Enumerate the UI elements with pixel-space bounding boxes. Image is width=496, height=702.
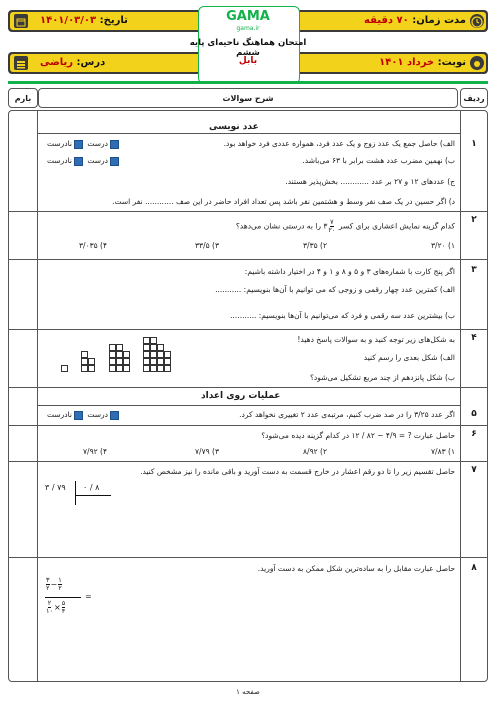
q1-part-b: ب) نهمین مضرب عدد هشت برابر با ۶۳ می‌باشد.: [302, 156, 455, 165]
q6-text: حاصل عبارت ? = ۴/۹ − ۸۲ / ۱۲ در کدام گزینه دیده می‌شود؟: [261, 431, 455, 440]
q8-text: حاصل عبارت مقابل را به ساده‌ترین شکل ممکن به دست آورید.: [257, 564, 455, 573]
section-operations: عملیات روی اعداد: [201, 391, 281, 401]
exam-date: تاریخ: ۱۴۰۱/۰۳/۰۳: [40, 15, 128, 26]
score-column-header: بارم: [8, 88, 38, 108]
equals-sign: =: [85, 592, 92, 601]
q2-option-2[interactable]: ۲) ۳/۳۵: [303, 241, 327, 250]
q6-option-2[interactable]: ۲) ۸/۹۲: [303, 447, 327, 456]
q1-part-c: ج) عددهای ۱۲ و ۲۷ بر عدد ............ بخش‌پذیر هستند.: [285, 177, 455, 186]
q3-text: اگر پنج کارت با شماره‌های ۳ و ۵ و ۸ و ۱ و ۴ در اختیار داشته باشیم:: [244, 267, 455, 276]
complex-fraction: [45, 577, 115, 637]
checkbox-false[interactable]: [74, 157, 83, 166]
q4-part-b: ب) شکل پانزدهم از چند مربع تشکیل می‌شود؟: [309, 373, 455, 382]
question-number: ۵: [471, 409, 477, 419]
divider: [8, 81, 488, 84]
checkbox-true[interactable]: [110, 157, 119, 166]
pattern-figures: [61, 337, 181, 375]
duration: مدت زمان: ۷۰ دقیقه: [364, 15, 466, 26]
numerator-expression: $\frac{۳}{۲}$ − $\frac{۱}{۲}$: [46, 576, 62, 592]
q6-option-3[interactable]: ۳) ۷/۷۹: [195, 447, 219, 456]
q2-text: کدام گزینه نمایش اعشاری برای کسر $\frac{۷}{۲۰}$ ۳ را به درستی نشان می‌دهد؟: [235, 218, 455, 234]
q4-text: به شکل‌های زیر توجه کنید و به سوالات پاسخ دهید!: [297, 335, 455, 344]
logo-subtitle: gama.ir: [236, 25, 260, 32]
city-name: بابل: [238, 56, 258, 66]
sun-icon: [470, 56, 484, 70]
exam-title: امتحان هماهنگ ناحیه‌ای پایه ششم: [189, 38, 307, 58]
question-number: ۲: [471, 215, 477, 225]
main-fraction-bar: [45, 597, 81, 598]
q1b-true-false: درست نادرست: [47, 156, 121, 166]
question-number: ۸: [471, 563, 477, 573]
checkbox-true[interactable]: [110, 411, 119, 420]
question-number: ۷: [471, 465, 477, 475]
q6-option-1[interactable]: ۱) ۷/۸۳: [431, 447, 455, 456]
questions-table: [8, 110, 488, 682]
q1-part-d: د) اگر حسین در یک صف نفر وسط و هشتمین نفر باشد پس تعداد افراد حاضر در این صف ............ نفر است.: [112, 197, 455, 206]
long-division: [45, 481, 115, 497]
question-number: ۶: [471, 429, 477, 439]
denominator-expression: $\frac{۲}{۱۰}$ × $\frac{۵}{۴}$: [46, 599, 66, 615]
q5-text: اگر عدد ۳/۲۵ را در صد ضرب کنیم، مرتبه‌ی عدد ۲ تغییری نخواهد کرد.: [239, 410, 455, 419]
row-column-header: ردیف: [460, 88, 488, 108]
q5-true-false: درست نادرست: [47, 410, 121, 420]
clock-icon: [470, 14, 484, 28]
fraction: $\frac{۷}{۲۰}$: [328, 218, 336, 234]
gama-logo: GAMA: [226, 9, 270, 24]
calendar-icon: [14, 14, 28, 28]
q2-option-1[interactable]: ۱) ۳/۲۰: [431, 241, 455, 250]
q7-text: حاصل تقسیم زیر را تا دو رقم اعشار در خارج قسمت به دست آورید و باقی مانده را نیز مشخص کنید.: [140, 467, 455, 476]
table-header: [8, 88, 488, 106]
questions-column-header: شرح سوالات: [38, 88, 458, 108]
dividend: ۳ / ۷۹: [45, 483, 66, 492]
q1a-true-false: درست نادرست: [47, 139, 121, 149]
divisor: ۰ / ۸: [83, 483, 100, 492]
subject: درس: ریاضی: [40, 57, 106, 68]
checkbox-true[interactable]: [110, 140, 119, 149]
checkbox-false[interactable]: [74, 411, 83, 420]
books-icon: [14, 56, 28, 70]
q2-option-4[interactable]: ۴) ۳/۰۳۵: [79, 241, 107, 250]
q6-option-4[interactable]: ۴) ۷/۹۲: [83, 447, 107, 456]
q2-option-3[interactable]: ۳) ۳۳/۵: [195, 241, 219, 250]
section-number-writing: عدد نویسی: [209, 122, 259, 132]
page-number: صفحه ۱: [236, 688, 260, 696]
checkbox-false[interactable]: [74, 140, 83, 149]
session: نوبت: خرداد ۱۴۰۱: [379, 57, 466, 68]
question-number: ۱: [471, 139, 477, 149]
q4-part-a: الف) شکل بعدی را رسم کنید: [363, 353, 455, 362]
question-number: ۴: [471, 333, 477, 343]
question-number: ۳: [471, 265, 477, 275]
q1-part-a: الف) حاصل جمع یک عدد زوج و یک عدد فرد، همواره عددی فرد خواهد بود.: [223, 139, 455, 148]
q3-part-a: الف) کمترین عدد چهار رقمی و زوجی که می توانیم با آن‌ها بنویسیم: ...........: [215, 285, 455, 294]
q3-part-b: ب) بیشترین عدد سه رقمی و فرد که می‌توانیم با آن‌ها بنویسیم: ...........: [230, 311, 455, 320]
